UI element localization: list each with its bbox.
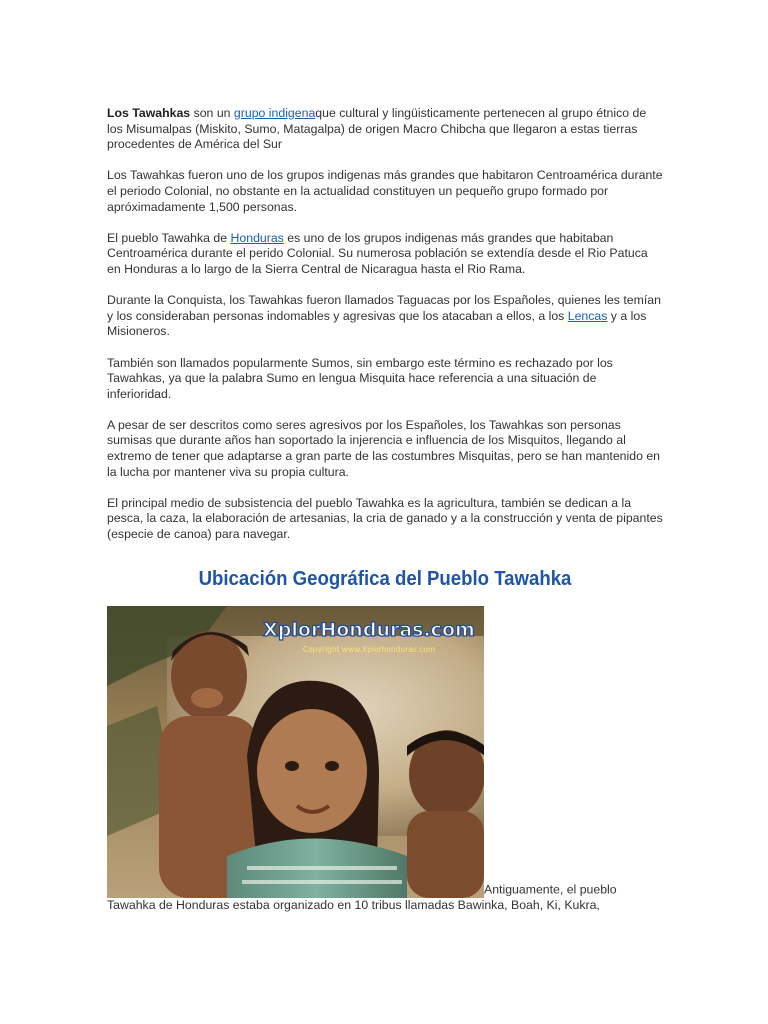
paragraph-7: El principal medio de subsistencia del pueblo Tawahka es la agricultura, también se dedican a la pesca, la caza, la elaboración de artesanias, la cria de ganado y a la construcción y venta de pipantes (especie de canoa) para navegar. bbox=[107, 495, 663, 542]
paragraph-3-text-b: es uno de los grupos indigenas más grandes que habitaban Centroamérica durante el perido Colonial. Su numerosa población se extendía desde el Rio Patuca en Honduras a lo largo de la Sierra Central de Nicaragua hasta el Rio Rama. bbox=[107, 230, 648, 276]
section-subtitle: Ubicación Geográfica del Pueblo Tawahka bbox=[198, 567, 572, 590]
article-body bbox=[107, 106, 663, 913]
paragraph-6: A pesar de ser descritos como seres agresivos por los Españoles, los Tawahkas son personas sumisas que durante años han soportado la injerencia e influencia de los Misquitos, llegando al extremo de tener que adaptarse a gran parte de las costumbres Misquitas, pero se han mantenido en la lucha por mantener viva su propia cultura. bbox=[107, 417, 661, 479]
link-honduras[interactable]: Honduras bbox=[230, 230, 284, 245]
paragraph-4 bbox=[107, 293, 663, 340]
paragraph-4-text-a: Durante la Conquista, los Tawahkas fueron llamados Taguacas por los Españoles, quienes les temían y los consideraban personas indomables y agresivas que los atacaban a ellos, a los bbox=[107, 293, 661, 323]
paragraph-1-text-a: son un bbox=[190, 106, 234, 120]
paragraph-1-text-b: que cultural y lingüisticamente pertenecen al grupo étnico de los Misumalpas (Miskito, Sumo, Matagalpa) de origen Macro Chibcha que llegaron a estas tierras procedentes de América del Sur bbox=[107, 106, 647, 152]
photo-watermark-title: XplorHonduras.com bbox=[263, 618, 475, 641]
paragraph-2: Los Tawahkas fueron uno de los grupos indigenas más grandes que habitaron Centroamérica durante el periodo Colonial, no obstante en la actualidad constituyen un pequeño grupo formado por apróximadamente 1,500 personas. bbox=[107, 168, 663, 214]
paragraph-5: También son llamados popularmente Sumos, sin embargo este término es rechazado por los Tawahkas, ya que la palabra Sumo en lengua Misquita hace referencia a una situación de inferioridad. bbox=[107, 355, 613, 401]
photo-image bbox=[107, 606, 484, 898]
caption-text: Antiguamente, el pueblo Tawahka de Honduras estaba organizado en 10 tribus llamadas Bawinka, Boah, Ki, Kukra, bbox=[107, 882, 617, 912]
photo-tawahka-children bbox=[107, 606, 484, 898]
link-grupo-indigena[interactable]: grupo indigena bbox=[233, 106, 316, 120]
link-lencas[interactable]: Lencas bbox=[567, 308, 608, 323]
paragraph-4-text-b: y a los Misioneros. bbox=[107, 308, 647, 339]
paragraph-3 bbox=[107, 231, 663, 278]
paragraph-1 bbox=[107, 106, 663, 153]
photo-watermark-copyright: Copyright www.Xplorhonduras.com bbox=[302, 644, 436, 654]
article-lead-bold: Los Tawahkas bbox=[107, 106, 191, 120]
paragraph-3-text-a: El pueblo Tawahka de bbox=[107, 230, 231, 245]
photo-and-caption bbox=[107, 606, 663, 914]
